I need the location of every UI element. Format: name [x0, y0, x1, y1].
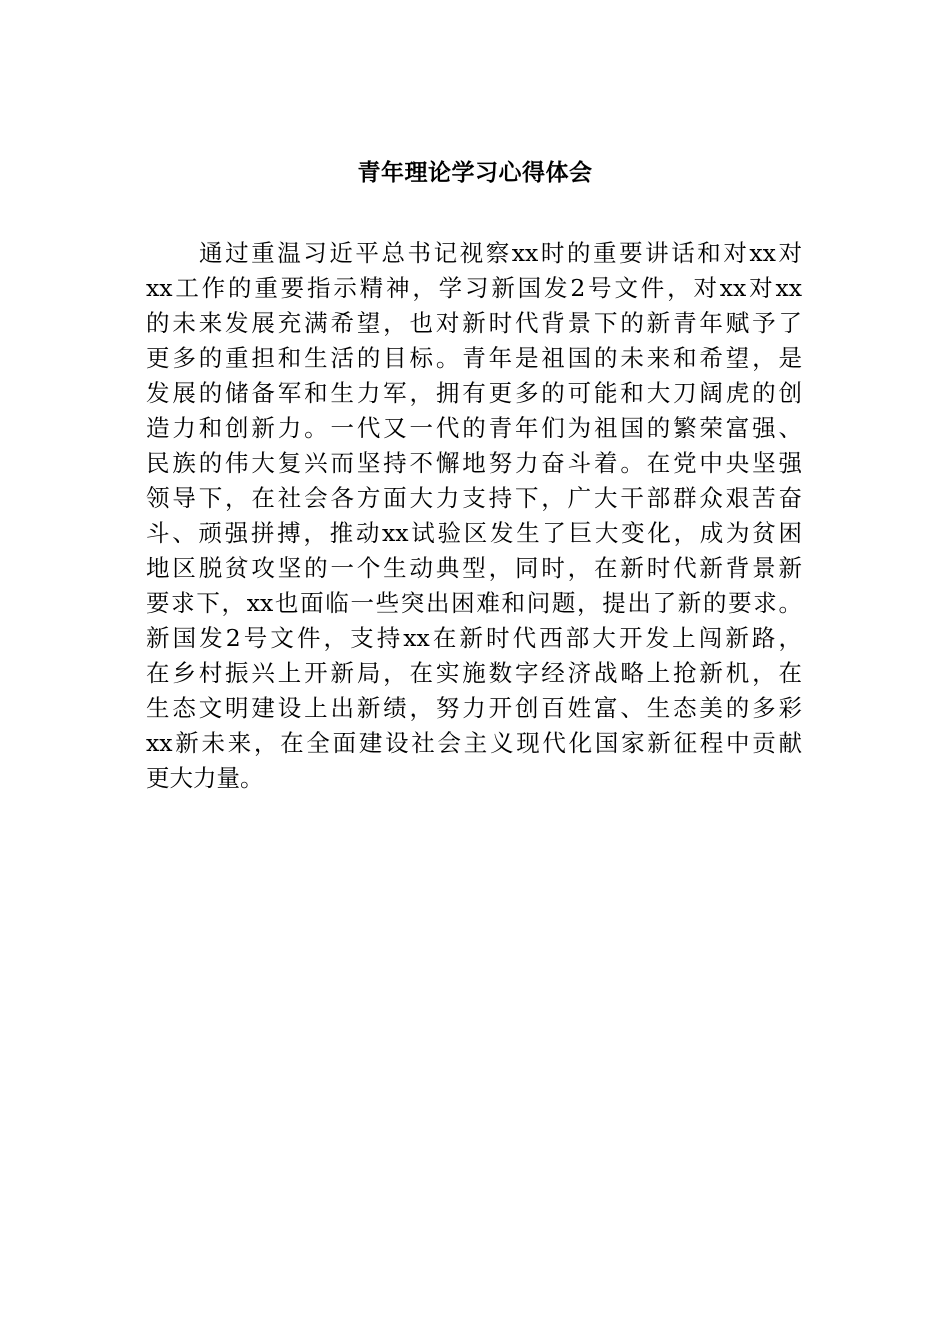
paragraph-line: 民族的伟大复兴而坚持不懈地努力奋斗着。在党中央坚强 [146, 449, 802, 477]
paragraph-line: 通过重温习近平总书记视察xx时的重要讲话和对xx对 [199, 239, 802, 267]
paragraph-line: 新国发2号文件，支持xx在新时代西部大开发上闯新路， [146, 624, 802, 652]
document-title: 青年理论学习心得体会 [357, 159, 593, 186]
paragraph-line: 的未来发展充满希望，也对新时代背景下的新青年赋予了 [146, 309, 802, 337]
paragraph-line: 领导下，在社会各方面大力支持下，广大干部群众艰苦奋 [146, 484, 802, 512]
paragraph-line: 要求下，xx也面临一些突出困难和问题，提出了新的要求。 [146, 589, 802, 617]
paragraph-line: 更多的重担和生活的目标。青年是祖国的未来和希望，是 [146, 344, 802, 372]
paragraph-line: xx工作的重要指示精神，学习新国发2号文件，对xx对xx [146, 274, 802, 302]
paragraph-line: 斗、顽强拼搏，推动xx试验区发生了巨大变化，成为贫困 [146, 519, 802, 547]
paragraph-line: 更大力量。 [146, 764, 264, 792]
paragraph-line: 地区脱贫攻坚的一个生动典型，同时，在新时代新背景新 [146, 554, 802, 582]
document-body-paragraph [146, 236, 802, 796]
paragraph-line: 在乡村振兴上开新局，在实施数字经济战略上抢新机，在 [146, 659, 802, 687]
paragraph-line: 造力和创新力。一代又一代的青年们为祖国的繁荣富强、 [146, 414, 802, 442]
paragraph-line: 生态文明建设上出新绩，努力开创百姓富、生态美的多彩 [146, 694, 802, 722]
paragraph-line: 发展的储备军和生力军，拥有更多的可能和大刀阔虎的创 [146, 379, 802, 407]
paragraph-line: xx新未来，在全面建设社会主义现代化国家新征程中贡献 [146, 729, 802, 757]
